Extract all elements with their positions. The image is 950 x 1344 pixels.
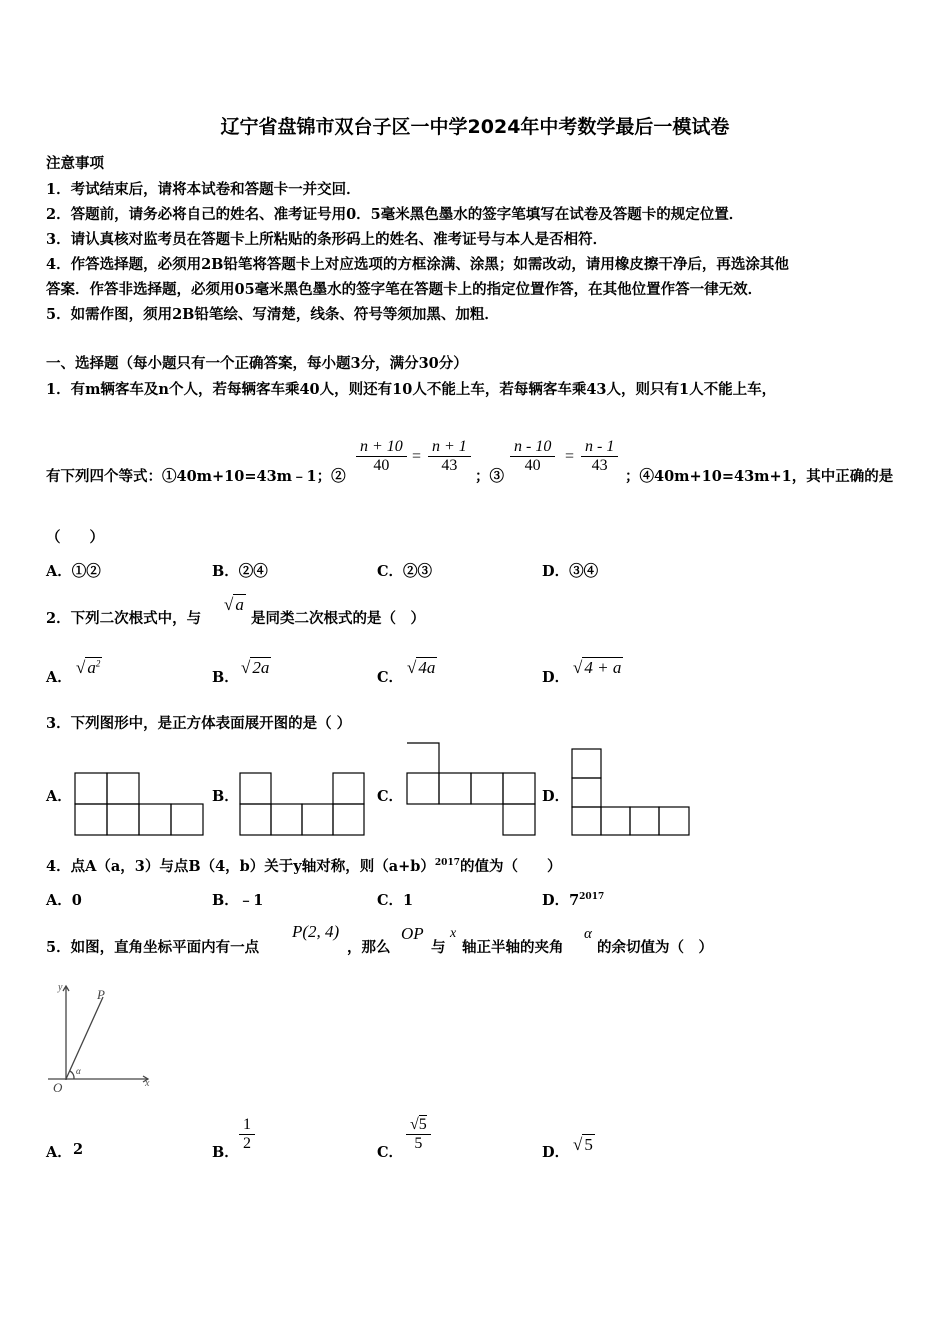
q5-fig-p: P	[97, 987, 105, 1002]
q5-label-b[interactable]: B．	[212, 1144, 239, 1161]
q2-label-b[interactable]: B．	[212, 669, 239, 686]
q3-label-c[interactable]: C．	[377, 788, 404, 805]
q1-fraction: $\frac{n - 10}{40}$	[510, 438, 555, 475]
q5-label-d[interactable]: D．	[542, 1144, 570, 1161]
q5-axis: x	[450, 926, 457, 941]
q3-label-a[interactable]: A．	[46, 788, 72, 805]
q2-option-a[interactable]: √ $a^2$	[76, 658, 101, 677]
q2-stem-b: 是同类二次根式的是（ ）	[251, 610, 425, 627]
q5-fig-y: y	[58, 982, 63, 993]
q1-stem: 1．有m辆客车及n个人，若每辆客车乘40人，则还有10人不能上车，若每辆客车乘43人，则只有1人不能上车，	[46, 381, 777, 398]
q4-stem: 4．点A（a，3）与点B（4，b）关于y轴对称，则$(a+b)^{2017}$的值为（ ）	[46, 858, 562, 875]
q3-net-d[interactable]	[569, 746, 693, 838]
q1-line2-b: ；③	[475, 468, 504, 485]
q5-label-c[interactable]: C．	[377, 1144, 404, 1161]
q5-option-b[interactable]: $\frac{1}{2}$	[239, 1116, 255, 1153]
q3-label-b[interactable]: B．	[212, 788, 239, 805]
equals-sign: =	[412, 448, 422, 465]
notice-item: 1．考试结束后，请将本试卷和答题卡一并交回．	[46, 181, 361, 198]
q5-option-a[interactable]: 2	[73, 1141, 84, 1158]
q1-line2-c: ；④40m+10=43m+1，其中正确的是	[625, 468, 894, 485]
q3-net-c[interactable]	[404, 740, 540, 838]
q5-stem-b: ，那么	[347, 939, 391, 956]
q3-net-a[interactable]	[72, 770, 206, 838]
q1-line2-a: 有下列四个等式：①40m+10=43m﹣1；②	[46, 468, 346, 485]
q2-stem-a: 2．下列二次根式中，与	[46, 610, 202, 627]
equals-sign: =	[565, 448, 575, 465]
q2-label-c[interactable]: C．	[377, 669, 404, 686]
q1-option-d[interactable]: D．③④	[542, 563, 599, 580]
notice-item: 5．如需作图，须用2B铅笔绘、写清楚，线条、符号等须加黑、加粗．	[46, 306, 499, 323]
page-title: 辽宁省盘锦市双台子区一中学2024年中考数学最后一模试卷	[220, 116, 730, 138]
q1-paren: （ ）	[46, 529, 104, 546]
q5-fig-alpha: α	[76, 1066, 81, 1076]
q5-stem-a: 5．如图，直角坐标平面内有一点	[46, 939, 260, 956]
q3-label-d[interactable]: D．	[542, 788, 570, 805]
section-heading: 一、选择题（每小题只有一个正确答案，每小题3分，满分30分）	[46, 355, 468, 372]
notice-item: 答案．作答非选择题，必须用05毫米黑色墨水的签字笔在答题卡上的指定位置作答，在其他位置作答一律无效．	[46, 281, 763, 298]
q5-option-c[interactable]: $\frac{√5}{5}$	[406, 1116, 431, 1153]
q2-option-d[interactable]: √ 4 + a	[573, 658, 622, 677]
q4-option-c[interactable]: C．1	[377, 892, 414, 909]
q2-option-c[interactable]: √ 4a	[407, 658, 436, 677]
q5-stem-e: 的余切值为（ ）	[597, 939, 713, 956]
q1-option-b[interactable]: B．②④	[212, 563, 268, 580]
notice-item: 3．请认真核对监考员在答题卡上所粘贴的条形码上的姓名、准考证号与本人是否相符．	[46, 231, 608, 248]
q3-net-b[interactable]	[237, 770, 367, 838]
q1-fraction: $\frac{n + 1}{43}$	[428, 438, 471, 475]
q5-fig-o: O	[53, 1080, 63, 1095]
q4-option-d[interactable]: D．$7^{2017}$	[542, 892, 605, 909]
q2-option-b[interactable]: √ 2a	[241, 658, 270, 677]
q5-option-d[interactable]: √ 5	[573, 1135, 593, 1154]
q2-label-a[interactable]: A．	[46, 669, 72, 686]
q5-angle: α	[584, 926, 592, 942]
q2-stem-sqrt: √ a	[224, 595, 244, 614]
q1-option-a[interactable]: A．①②	[46, 563, 101, 580]
q1-fraction: $\frac{n + 10}{40}$	[356, 438, 407, 475]
q2-label-d[interactable]: D．	[542, 669, 570, 686]
q3-stem: 3．下列图形中，是正方体表面展开图的是（ ）	[46, 715, 352, 732]
q5-segment: OP	[401, 924, 424, 943]
q4-option-a[interactable]: A．0	[46, 892, 82, 909]
q1-fraction: $\frac{n - 1}{43}$	[581, 438, 618, 475]
notice-item: 4．作答选择题，必须用2B铅笔将答题卡上对应选项的方框涂满、涂黑；如需改动，请用橡皮擦干净后，再选涂其他	[46, 256, 789, 273]
q5-point: P(2, 4)	[292, 922, 340, 941]
notice-item: 2．答题前，请务必将自己的姓名、准考证号用0．5毫米黑色墨水的签字笔填写在试卷及答题卡的规定位置．	[46, 206, 744, 223]
q1-option-c[interactable]: C．②③	[377, 563, 433, 580]
q5-label-a[interactable]: A．	[46, 1144, 72, 1161]
q4-option-b[interactable]: B．﹣1	[212, 892, 264, 909]
q5-stem-d: 轴正半轴的夹角	[462, 939, 564, 956]
notice-heading: 注意事项	[46, 155, 104, 172]
q5-stem-c: 与	[431, 939, 446, 956]
q5-fig-x: x	[145, 1078, 150, 1089]
